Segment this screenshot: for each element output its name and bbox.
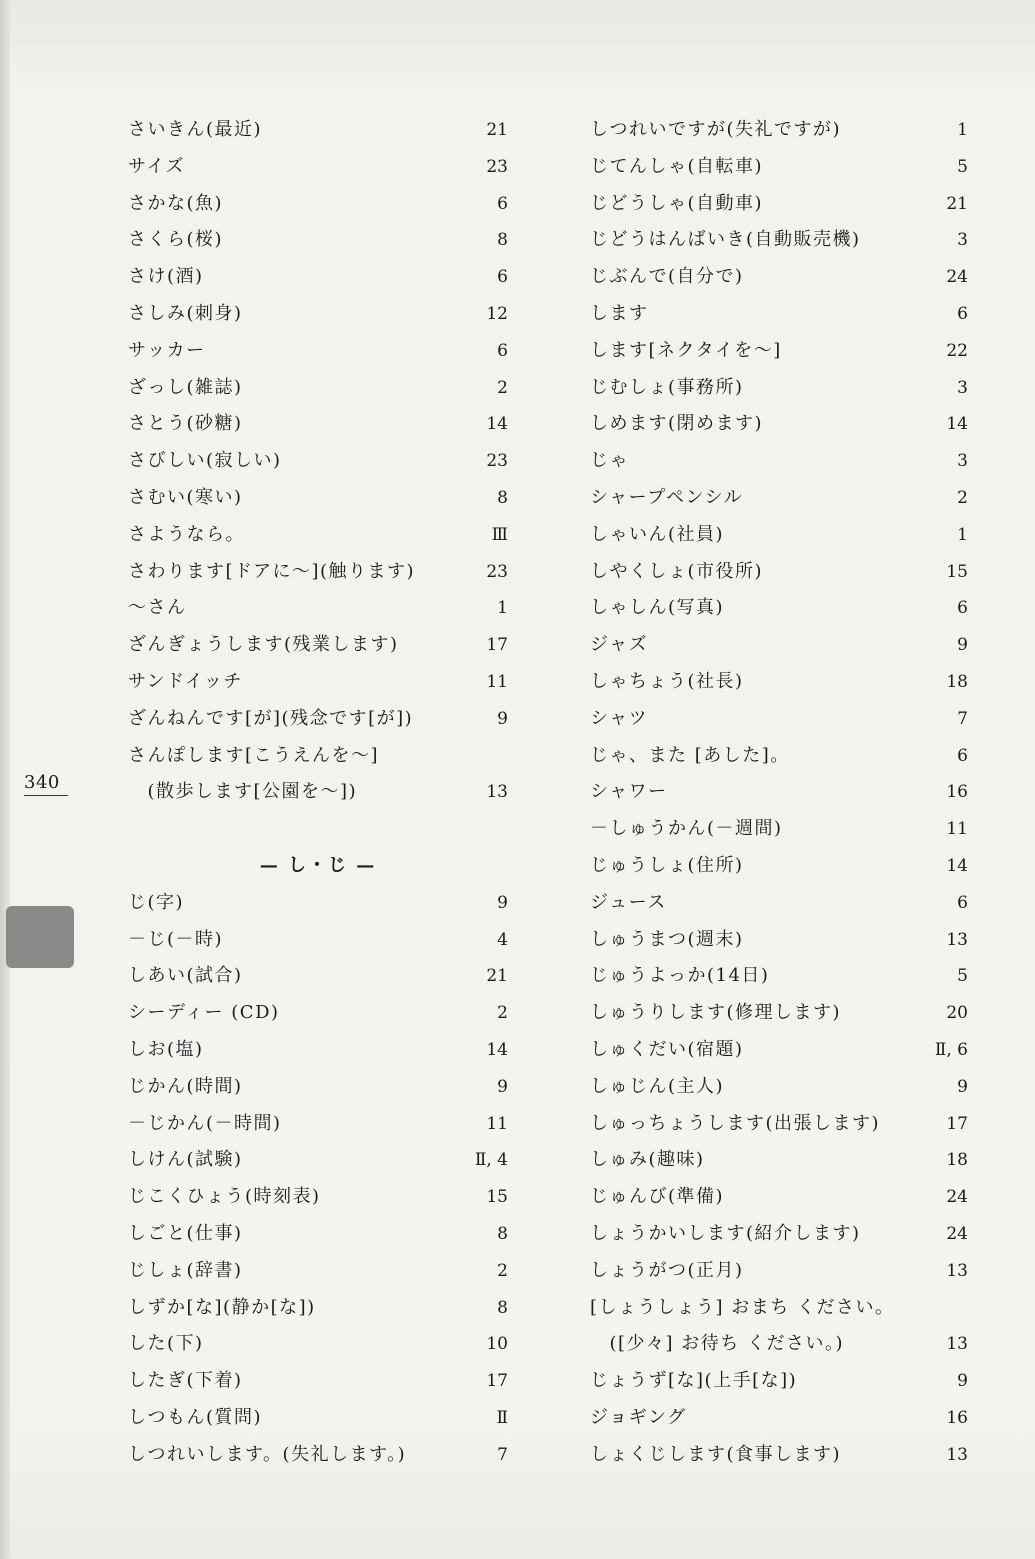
index-entry (590, 1437, 968, 1474)
index-entry (128, 885, 508, 922)
entry-term: じぶんで(自分で) (590, 266, 744, 288)
index-entry (590, 774, 968, 811)
entry-term: サイズ (128, 155, 186, 177)
entry-term: しゃいん(社員) (590, 523, 725, 545)
index-entry (590, 811, 968, 848)
entry-lesson-number: 24 (946, 1223, 968, 1244)
entry-term: ジャズ (590, 634, 649, 656)
entry-term: じかん(時間) (128, 1075, 243, 1097)
index-entry (590, 406, 968, 443)
index-entry (128, 517, 508, 554)
entry-term: じゅうよっか(14日) (590, 965, 770, 987)
entry-term: しごと(仕事) (128, 1222, 243, 1244)
index-entry (590, 1363, 968, 1400)
entry-lesson-number: 17 (486, 635, 508, 656)
section-heading (128, 848, 508, 885)
entry-term: さけ(酒) (128, 266, 204, 288)
index-entry (590, 1253, 968, 1290)
entry-lesson-number: 13 (946, 929, 968, 950)
entry-lesson-number: 3 (957, 377, 968, 398)
entry-lesson-number: 24 (946, 267, 968, 288)
index-entry (128, 480, 508, 517)
entry-lesson-number: 11 (946, 819, 968, 840)
entry-term: しお(塩) (128, 1038, 204, 1060)
index-entry (590, 885, 968, 922)
entry-lesson-number: 6 (497, 267, 508, 288)
index-entry (590, 701, 968, 738)
entry-lesson-number: 6 (957, 598, 968, 619)
index-entry (590, 1400, 968, 1437)
index-entry (128, 958, 508, 995)
entry-lesson-number: 9 (497, 1076, 508, 1097)
index-entry (590, 922, 968, 959)
index-entry (128, 554, 508, 591)
entry-term: した(下) (128, 1333, 204, 1355)
entry-term: シャープペンシル (590, 486, 744, 508)
index-entry (128, 590, 508, 627)
entry-lesson-number: 18 (946, 671, 968, 692)
entry-term: しょうかいします(紹介します) (590, 1222, 861, 1244)
entry-lesson-number: 15 (486, 1187, 508, 1208)
index-entry (590, 480, 968, 517)
index-entry (590, 1032, 968, 1069)
entry-term: じしょ(辞書) (128, 1259, 243, 1281)
index-entry (128, 1216, 508, 1253)
entry-lesson-number: 10 (486, 1334, 508, 1355)
index-entry (590, 664, 968, 701)
entry-lesson-number: 21 (486, 966, 508, 987)
entry-lesson-number: 6 (957, 303, 968, 324)
entry-term: じゃ、また [あした]。 (590, 744, 790, 766)
index-entry (128, 186, 508, 223)
entry-term: しつれいですが(失礼ですが) (590, 119, 842, 140)
index-entry (128, 222, 508, 259)
entry-term: シャツ (590, 707, 649, 729)
entry-term: しけん(試験) (128, 1149, 243, 1171)
entry-lesson-number: 6 (957, 892, 968, 913)
page-number: 340 (24, 772, 68, 796)
entry-lesson-number: 13 (946, 1444, 968, 1465)
entry-lesson-number: 14 (486, 1039, 508, 1060)
entry-lesson-number: 2 (497, 1003, 508, 1024)
entry-term: したぎ(下着) (128, 1370, 243, 1392)
entry-term: じどうしゃ(自動車) (590, 192, 764, 214)
index-entry (128, 1253, 508, 1290)
entry-term: ざんねんです[が](残念です[が]) (128, 707, 414, 729)
index-entry (590, 259, 968, 296)
index-entry (128, 1400, 508, 1437)
index-entry (590, 1326, 968, 1363)
entry-lesson-number: 3 (957, 451, 968, 472)
index-entry (590, 738, 968, 775)
entry-lesson-number: 21 (486, 120, 508, 140)
entry-term: しめます(閉めます) (590, 413, 764, 435)
entry-term: サンドイッチ (128, 670, 243, 692)
entry-lesson-number: 23 (486, 561, 508, 582)
index-entry (590, 1106, 968, 1143)
entry-lesson-number: Ⅱ (496, 1407, 508, 1428)
index-entry (128, 149, 508, 186)
entry-lesson-number: 11 (486, 671, 508, 692)
entry-term: ～さん (128, 597, 187, 619)
entry-lesson-number: 9 (497, 708, 508, 729)
entry-term: しゅっちょうします(出張します) (590, 1112, 881, 1134)
entry-term: じこくひょう(時刻表) (128, 1186, 321, 1208)
index-entry (128, 1106, 508, 1143)
entry-term: さわります[ドアに～](触ります) (128, 560, 416, 582)
entry-term: ([少々] お待ち ください。) (590, 1333, 845, 1355)
entry-lesson-number: 4 (497, 929, 508, 950)
entry-term: しゅじん(主人) (590, 1075, 725, 1097)
entry-term: さとう(砂糖) (128, 413, 243, 435)
index-entry (590, 1216, 968, 1253)
entry-term: じゅんび(準備) (590, 1186, 725, 1208)
entry-lesson-number: 8 (497, 230, 508, 251)
thumb-index-tab (6, 906, 74, 968)
index-entry (128, 1142, 508, 1179)
index-entry (128, 701, 508, 738)
index-entry (590, 149, 968, 186)
index-entry (590, 112, 968, 149)
entry-lesson-number: 7 (957, 708, 968, 729)
entry-lesson-number: 14 (946, 414, 968, 435)
entry-term: さしみ(刺身) (128, 302, 243, 324)
entry-lesson-number: 8 (497, 1223, 508, 1244)
index-entry (128, 406, 508, 443)
entry-lesson-number: 2 (957, 487, 968, 508)
index-entry (128, 296, 508, 333)
entry-term: じゅうしょ(住所) (590, 854, 744, 876)
entry-lesson-number: 16 (946, 782, 968, 803)
entry-term: さくら(桜) (128, 229, 224, 251)
entry-term: －じかん(－時間) (128, 1112, 282, 1134)
index-entry (128, 259, 508, 296)
index-entry (128, 627, 508, 664)
entry-term: しあい(試合) (128, 965, 243, 987)
entry-lesson-number: 22 (946, 340, 968, 361)
index-entry (590, 590, 968, 627)
entry-term: しずか[な](静か[な]) (128, 1296, 316, 1318)
entry-lesson-number: 17 (946, 1113, 968, 1134)
index-entry (590, 1179, 968, 1216)
entry-lesson-number: 13 (946, 1334, 968, 1355)
entry-term: ジョギング (590, 1406, 687, 1428)
entry-lesson-number: 8 (497, 487, 508, 508)
entry-lesson-number: 13 (486, 782, 508, 803)
page-spine-shadow (0, 0, 10, 1559)
entry-term: さむい(寒い) (128, 486, 243, 508)
index-entry (128, 1290, 508, 1327)
entry-term: じどうはんばいき(自動販売機) (590, 229, 861, 251)
index-entry (128, 995, 508, 1032)
entry-term: [しょうしょう] おまち ください。 (590, 1296, 895, 1318)
entry-lesson-number: 2 (497, 1260, 508, 1281)
index-entry (128, 1069, 508, 1106)
entry-lesson-number: 9 (497, 892, 508, 913)
left-column (128, 112, 508, 1473)
entry-term: しやくしょ(市役所) (590, 560, 764, 582)
index-entry (590, 443, 968, 480)
entry-term: じゃ (590, 450, 629, 472)
entry-term: さいきん(最近) (128, 119, 263, 140)
entry-term: じむしょ(事務所) (590, 376, 744, 398)
entry-lesson-number: 6 (957, 745, 968, 766)
entry-term: さんぽします[こうえんを～] (128, 744, 380, 766)
index-entry (590, 627, 968, 664)
entry-lesson-number: 21 (946, 193, 968, 214)
entry-lesson-number: 16 (946, 1407, 968, 1428)
entry-term: じょうず[な](上手[な]) (590, 1370, 798, 1392)
entry-term: シャワー (590, 781, 668, 803)
entry-term: します[ネクタイを～] (590, 339, 782, 361)
entry-term: しつもん(質問) (128, 1406, 263, 1428)
right-column (590, 112, 968, 1473)
index-entry (128, 443, 508, 480)
entry-lesson-number: 15 (946, 561, 968, 582)
index-entry (128, 1179, 508, 1216)
entry-term: シーディー (CD) (128, 1002, 280, 1024)
index-entry (590, 1069, 968, 1106)
index-entry (128, 370, 508, 407)
entry-term: ざっし(雑誌) (128, 376, 243, 398)
index-entry (590, 296, 968, 333)
index-entry (590, 958, 968, 995)
entry-lesson-number: 24 (946, 1187, 968, 1208)
index-entry (128, 1437, 508, 1474)
section-heading-label: — し・じ — (259, 854, 377, 876)
index-entry (590, 370, 968, 407)
entry-lesson-number: 7 (497, 1444, 508, 1465)
entry-lesson-number: 5 (957, 966, 968, 987)
entry-lesson-number: 6 (497, 193, 508, 214)
entry-lesson-number: Ⅱ, 4 (474, 1150, 508, 1171)
entry-lesson-number: 1 (957, 524, 968, 545)
entry-lesson-number: 9 (957, 1076, 968, 1097)
entry-lesson-number: 9 (957, 1371, 968, 1392)
entry-term: サッカー (128, 339, 206, 361)
entry-lesson-number: 17 (486, 1371, 508, 1392)
index-entry (128, 922, 508, 959)
entry-lesson-number: 14 (486, 414, 508, 435)
entry-lesson-number: 14 (946, 855, 968, 876)
index-entry (590, 1290, 968, 1327)
index-entry (128, 664, 508, 701)
index-entry (590, 222, 968, 259)
entry-lesson-number: 1 (497, 598, 508, 619)
entry-term: しゅみ(趣味) (590, 1149, 705, 1171)
entry-term: じ(字) (128, 891, 185, 913)
index-entry (590, 848, 968, 885)
index-entry (590, 186, 968, 223)
index-entry (590, 554, 968, 591)
entry-lesson-number: 11 (486, 1113, 508, 1134)
entry-term: －じ(－時) (128, 928, 224, 950)
index-entry (128, 738, 508, 775)
index-entry (128, 1326, 508, 1363)
entry-lesson-number: 13 (946, 1260, 968, 1281)
entry-lesson-number: 3 (957, 230, 968, 251)
index-entry (128, 1363, 508, 1400)
entry-lesson-number: Ⅱ, 6 (934, 1039, 968, 1060)
entry-lesson-number: 23 (486, 156, 508, 177)
entry-term: さようなら。 (128, 523, 245, 545)
entry-term: しゅくだい(宿題) (590, 1038, 744, 1060)
entry-term: しゃしん(写真) (590, 597, 725, 619)
index-entry (590, 333, 968, 370)
entry-term: (散歩します[公園を～]) (128, 781, 358, 803)
entry-term: ざんぎょうします(残業します) (128, 634, 399, 656)
entry-term: じてんしゃ(自転車) (590, 155, 764, 177)
index-entry (128, 811, 508, 848)
entry-lesson-number: 23 (486, 451, 508, 472)
entry-lesson-number: 12 (486, 303, 508, 324)
entry-lesson-number: Ⅲ (491, 524, 508, 545)
entry-lesson-number: 2 (497, 377, 508, 398)
index-entry (128, 112, 508, 149)
index-entry (590, 1142, 968, 1179)
index-entry (590, 517, 968, 554)
index-entry (128, 333, 508, 370)
index-entry (128, 1032, 508, 1069)
entry-term: しつれいします。(失礼します。) (128, 1443, 407, 1465)
entry-term: します (590, 302, 649, 324)
entry-term: しゃちょう(社長) (590, 670, 744, 692)
index-entry (128, 774, 508, 811)
entry-lesson-number: 20 (946, 1003, 968, 1024)
entry-lesson-number: 6 (497, 340, 508, 361)
entry-lesson-number: 8 (497, 1297, 508, 1318)
entry-term: しょうがつ(正月) (590, 1259, 744, 1281)
entry-term: －しゅうかん(－週間) (590, 818, 783, 840)
entry-term: ジュース (590, 891, 667, 913)
index-entry (590, 995, 968, 1032)
entry-term: さかな(魚) (128, 192, 224, 214)
entry-lesson-number: 5 (957, 156, 968, 177)
entry-lesson-number: 1 (957, 120, 968, 140)
entry-term: しゅうまつ(週末) (590, 928, 744, 950)
entry-lesson-number: 18 (946, 1150, 968, 1171)
entry-term: しょくじします(食事します) (590, 1443, 842, 1465)
entry-term: さびしい(寂しい) (128, 450, 282, 472)
entry-term: しゅうりします(修理します) (590, 1002, 842, 1024)
entry-lesson-number: 9 (957, 635, 968, 656)
